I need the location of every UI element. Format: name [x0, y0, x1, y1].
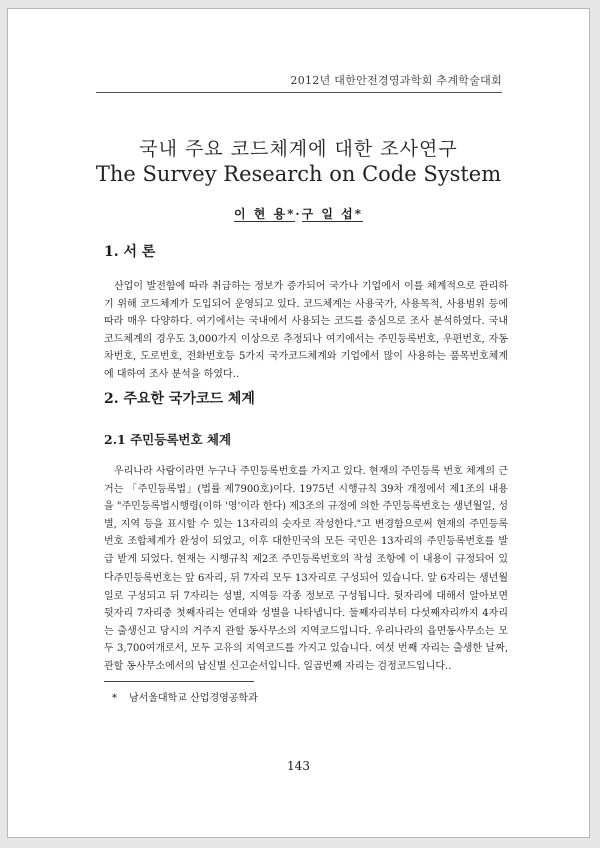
section-2-1-paragraph-1: 우리나라 사람이라면 누구나 주민등록번호를 가지고 있다. 현재의 주민등록 번호 체계의 근거는 「주민등록법」(법률 제7900호)이다. 1975년 시행규칙 39차 개정에서 제1조의 내용을 "주민등록법시행령(이하 '영'이라 한다) 제3조의 규정에 의한 주민등록번호는 생년월일, 성별, 지역 등을 표시할 수 있는 13자리의 숫자로 작성한다."고 변경함으로써 현재의 주민등록번호 조합체계가 완성이 되었고, 이후 대한민국의 모든 국민은 13자리의 주민등록번호를 발급 받게 되었다. 현재는 시행규칙 제2조 주민등록번호의 작성 조항에 이 내용이 규정되어 있다.: [104, 466, 508, 583]
author-1: [234, 207, 295, 222]
paper-title-korean: 국내 주요 코드체계에 대한 조사연구: [139, 138, 458, 160]
section-2-1-paragraph-2: 주민등록번호는 앞 6자리, 뒤 7자리 모두 13자리로 구성되어 있습니다. 앞 6자리는 생년월일로 구성되고 뒤 7자리는 성별, 지역등 각종 정보로 구성됩니다. 뒷자리에 대해서 알아보면 뒷자리 7자리중 첫째자리는 연대와 성별을 나타냅니다. 둘째자리부터 다섯째자리까지 4자리는 출생신고 당시의 거주지 관할 동사무소의 지역코드입니다. 우리나라의 읍면동사무소는 모두 3,700여개로서, 모두 고유의 지역코드를 가지고 있습니다. 여섯 번째 자리는 출생한 날짜, 관할 동사무소에서의 납신별 신고순서입니다. 일곱번째 자리는 검정코드입니다..: [104, 573, 508, 672]
section-2-heading: 2. 주요한 국가코드 체계: [104, 391, 255, 407]
header-rule: [96, 92, 502, 93]
running-head: 2012년 대한안전경영과학회 추계학술대회: [290, 74, 502, 87]
author-line: [8, 205, 589, 222]
footnote-rule: [104, 681, 254, 682]
footnote-mark: *: [112, 693, 117, 704]
paper-page: [7, 8, 590, 838]
author-2-mark: *: [354, 207, 364, 221]
footnote: [112, 689, 258, 704]
author-separator: ·: [295, 207, 302, 221]
section-1-paragraph: 산업이 발전함에 따라 취급하는 정보가 증가되어 국가나 기업에서 이를 체계적으로 관리하기 위해 코드체계가 도입되어 운영되고 있다. 코드체계는 사용국가, 사용목적, 사용범위 등에 따라 매우 다양하다. 여기에서는 국내에서 사용되는 코드를 중심으로 조사 분석하였다. 국내 코드체계의 경우도 3,000가지 이상으로 추정되나 여기에서는 주민등록번호, 우편번호, 자동차번호, 도로번호, 전화번호등 5가지 국가코드체계와 기업에서 많이 사용하는 품목번호체계에 대하여 조사 분석을 하였다..: [104, 281, 508, 380]
paper-title-english: The Survey Research on Code System: [95, 162, 502, 186]
section-1-heading: 1. 서 론: [104, 244, 156, 260]
author-2-name: 구 일 섭: [301, 207, 355, 221]
footnote-affiliation: 남서울대학교 산업경영공학과: [129, 693, 258, 704]
page-number: 143: [287, 759, 310, 773]
author-2: [302, 207, 363, 222]
author-1-mark: *: [287, 207, 296, 221]
author-1-name: 이 현 용: [233, 207, 288, 221]
section-2-1-heading: 2.1 주민등록번호 체계: [104, 432, 232, 447]
